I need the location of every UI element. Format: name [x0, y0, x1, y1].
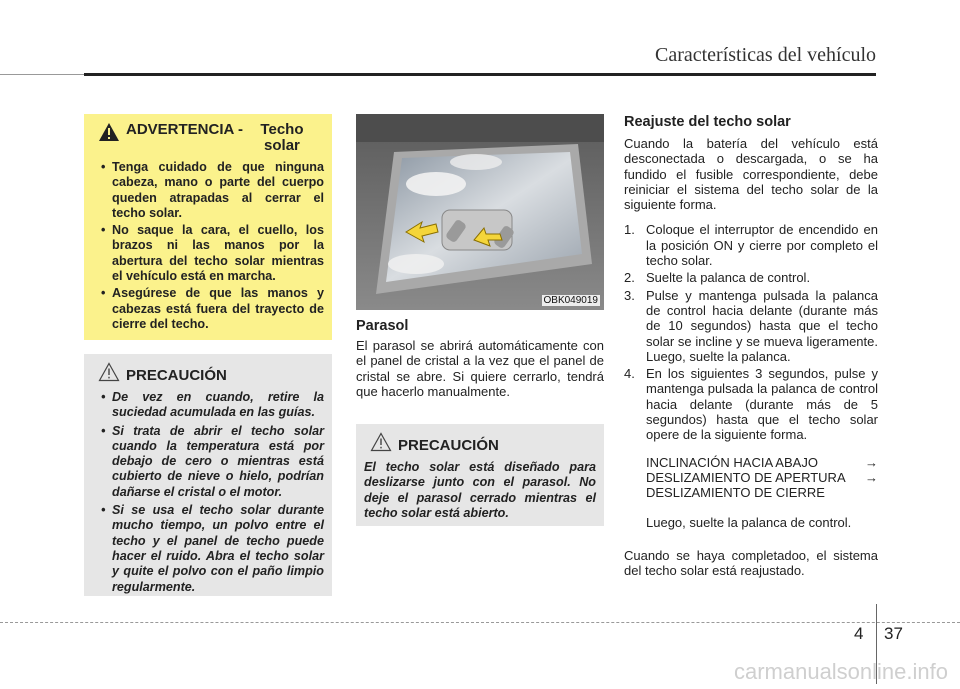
sequence-item: DESLIZAMIENTO DE APERTURA →	[646, 469, 878, 485]
caution-item: • De vez en cuando, retire la suciedad acumulada en las guías.	[92, 390, 324, 421]
release-note: Luego, suelte la palanca de control.	[646, 514, 852, 530]
watermark: carmanualsonline.info	[733, 659, 948, 684]
caution-list	[92, 390, 324, 595]
warning-title: ADVERTENCIA -	[126, 121, 243, 138]
warning-heading	[92, 122, 324, 154]
warning-item: • No saque la cara, el cuello, los brazos ni las manos por la abertura del techo solar mientras el vehículo está en marcha.	[92, 223, 324, 284]
caution-triangle-icon	[98, 362, 120, 382]
caution-item: • Si trata de abrir el techo solar cuando la temperatura está por debajo de cero o mientras está cubierto de nieve o hielo, podrían dañarse el cristal o el motor.	[92, 424, 324, 500]
caution-heading	[92, 362, 324, 384]
header-rule	[84, 73, 876, 76]
parasol-title: Parasol	[356, 318, 409, 334]
page-number: 37	[884, 624, 903, 643]
reset-step: 3. Pulse y mantenga pulsada la palanca de control hacia delante (durante más de 10 segundos) hasta que el techo solar se incline y se mueva ligeramente. Luego, suelte la palanca.	[624, 287, 878, 364]
caution-heading	[364, 432, 596, 454]
caution-item: • Si se usa el techo solar durante mucho tiempo, un polvo entre el techo y el panel de techo puede hacer el ruido. Abra el techo solar y quite el polvo con el paño limpio regularmente.	[92, 503, 324, 595]
page-header-title: Características del vehículo	[654, 44, 876, 66]
warning-item: • Asegúrese de que las manos y cabezas está fuera del trayecto de cierre del techo.	[92, 286, 324, 332]
reset-step: 2. Suelte la palanca de control.	[624, 270, 811, 286]
reset-intro: Cuando la batería del vehículo está desconectada o descargada, o se ha fundido el fusible correspondiente, debe reiniciar el sistema del techo solar de la siguiente forma.	[624, 136, 878, 213]
reset-step: 4. En los siguientes 3 segundos, pulse y mantenga pulsada la palanca de control hacia delante (durante más de 5 segundos) hasta que el techo solar opere de la siguiente forma.	[624, 366, 878, 443]
parasol-body: El parasol se abrirá automáticamente con el panel de cristal a la vez que el panel de cristal se abre. Si quiere cerrarlo, tendrá que hacerlo manualmente.	[356, 338, 604, 399]
warning-triangle-icon	[98, 122, 120, 142]
warning-box	[84, 114, 332, 340]
header-rule-thin	[0, 74, 84, 75]
footer-rule	[0, 622, 960, 623]
reset-steps	[624, 222, 878, 442]
warning-subtitle: Techo solar	[260, 121, 304, 154]
caution-title: PRECAUCIÓN	[126, 367, 227, 384]
reset-section	[624, 114, 878, 578]
caution-body: El techo solar está diseñado para deslizarse junto con el parasol. No deje el parasol cerrado mientras el techo solar está abierto.	[364, 460, 596, 520]
caution-box-left	[84, 354, 332, 596]
closing-note: Cuando se haya completadoo, el sistema del techo solar está reajustado.	[624, 547, 878, 578]
operation-sequence	[646, 455, 878, 501]
sequence-item: DESLIZAMIENTO DE CIERRE	[646, 485, 825, 501]
caution-title: PRECAUCIÓN	[398, 437, 499, 454]
reset-title: Reajuste del techo solar	[624, 114, 791, 130]
reset-step: 1. Coloque el interruptor de encendido en la posición ON y cierre por completo el techo solar.	[624, 222, 878, 269]
caution-triangle-icon	[370, 432, 392, 452]
warning-item: • Tenga cuidado de que ninguna cabeza, mano o parte del cuerpo queden atrapadas al cerrar el techo solar.	[92, 160, 324, 221]
sunroof-illustration	[356, 114, 604, 310]
photo-code: OBK049019	[543, 295, 598, 306]
warning-list	[92, 160, 324, 332]
caution-box-right	[356, 424, 604, 526]
chapter-number: 4	[854, 624, 864, 643]
sunroof-photo	[356, 114, 604, 310]
sequence-item: INCLINACIÓN HACIA ABAJO →	[646, 454, 878, 470]
